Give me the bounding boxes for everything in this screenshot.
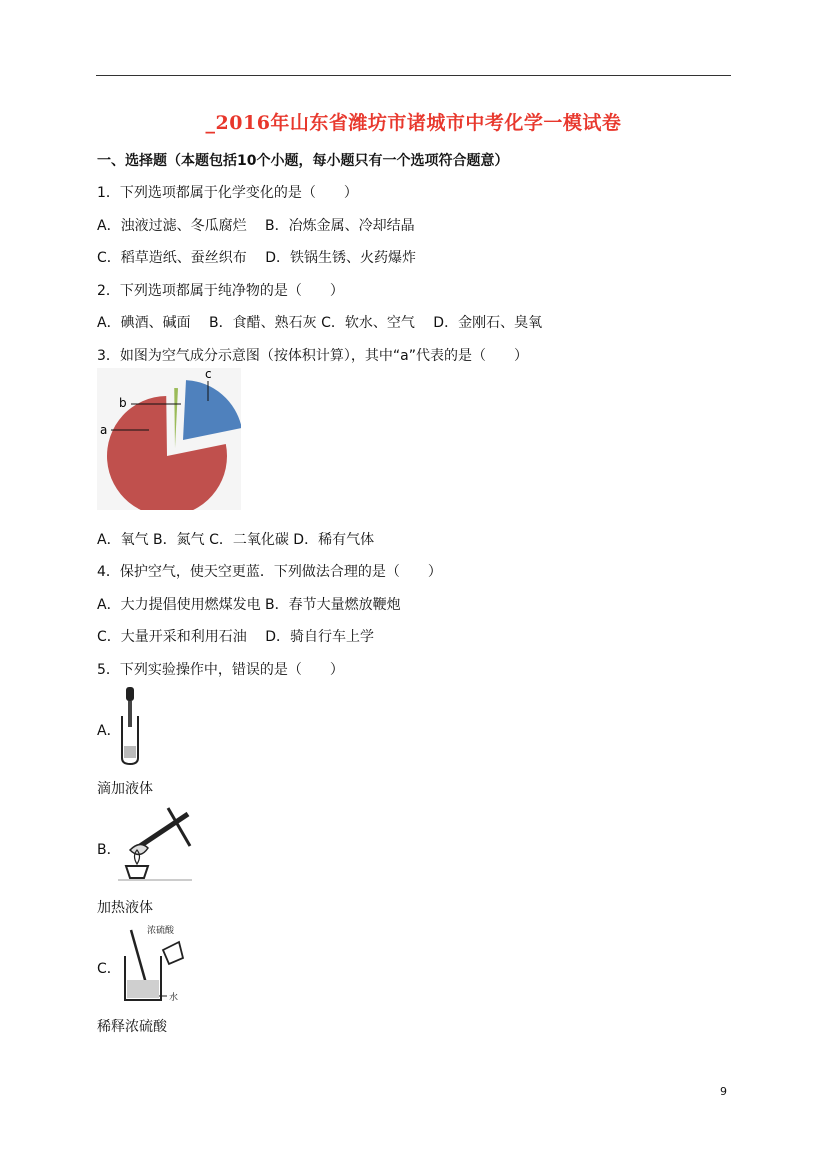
water-label: 水 [169, 993, 179, 1003]
q2-stem: 2．下列选项都属于纯净物的是（ ） [97, 283, 344, 299]
heating-test-tube-icon [118, 804, 192, 882]
page-title: _2016年山东省潍坊市诸城市中考化学一模试卷 [205, 112, 622, 134]
q5-option-a-label: A． [97, 723, 121, 739]
q5-option-a-caption: 滴加液体 [97, 781, 153, 797]
acid-label: 浓硫酸 [147, 926, 175, 936]
label-b: b [119, 396, 127, 410]
q1-options-ab: A．浊液过滤、冬瓜腐烂 B．冶炼金属、冷却结晶 [97, 218, 415, 234]
q3-options: A．氧气 B．氮气 C．二氧化碳 D．稀有气体 [97, 532, 375, 548]
q5-stem: 5．下列实验操作中，错误的是（ ） [97, 662, 344, 678]
label-c: c [205, 368, 212, 381]
header-rule [96, 75, 731, 76]
q1-stem: 1．下列选项都属于化学变化的是（ ） [97, 185, 358, 201]
page-number: 9 [720, 1085, 727, 1098]
q5-option-b-label: B． [97, 842, 121, 858]
q3-stem: 3．如图为空气成分示意图（按体积计算），其中“a”代表的是（ ） [97, 348, 528, 364]
dropper-icon [117, 686, 143, 766]
q4-stem: 4．保护空气，使天空更蓝．下列做法合理的是（ ） [97, 564, 442, 580]
q4-options-cd: C．大量开采和利用石油 D．骑自行车上学 [97, 629, 375, 645]
label-a: a [100, 423, 108, 437]
dilute-acid-beaker-icon [119, 922, 185, 1006]
q5-option-c-label: C． [97, 961, 121, 977]
q4-options-ab: A．大力提倡使用燃煤发电 B．春节大量燃放鞭炮 [97, 597, 401, 613]
q5-option-b-caption: 加热液体 [97, 900, 153, 916]
q5-option-c-caption: 稀释浓硫酸 [97, 1019, 167, 1035]
section-heading: 一、选择题（本题包括10个小题，每小题只有一个选项符合题意） [97, 153, 509, 169]
q2-options: A．碘酒、碱面 B．食醋、熟石灰 C．软水、空气 D．金刚石、臭氧 [97, 315, 543, 331]
q1-options-cd: C．稻草造纸、蚕丝织布 D．铁锅生锈、火药爆炸 [97, 250, 417, 266]
air-composition-pie-chart [97, 368, 241, 510]
